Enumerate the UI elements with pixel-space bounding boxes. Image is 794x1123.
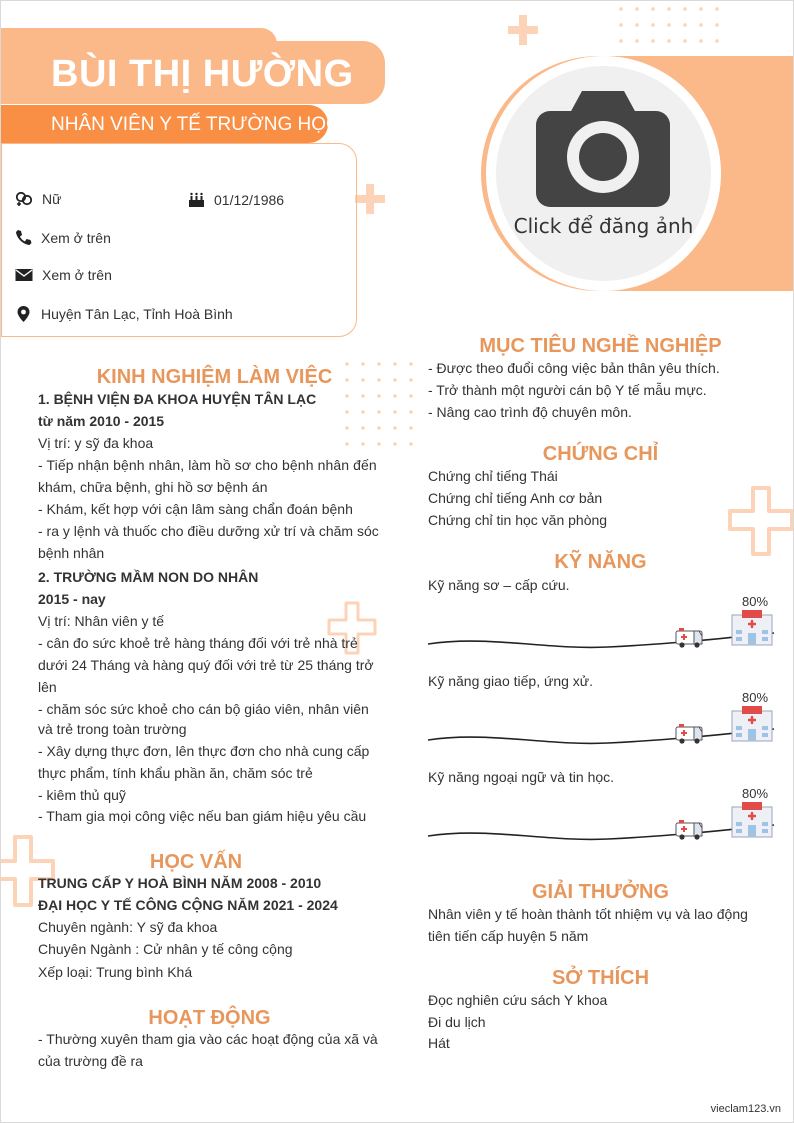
location-pin-icon <box>15 305 32 323</box>
award-line: Nhân viên y tế hoàn thành tốt nhiệm vụ và lao động <box>428 906 748 922</box>
certificate-line: Chứng chỉ tin học văn phòng <box>428 512 608 528</box>
experience-line: lên <box>38 679 57 695</box>
skill-item <box>428 673 778 763</box>
hobby-line: Đi du lịch <box>428 1014 486 1030</box>
skills-heading: KỸ NĂNG <box>554 551 647 573</box>
skill-progress-track <box>428 691 778 766</box>
activities-line: - Thường xuyên tham gia vào các hoạt động của xã và <box>38 1031 378 1047</box>
experience-line: Vị trí: Nhân viên y tế <box>38 613 165 629</box>
education-line: Chuyên ngành: Y sỹ đa khoa <box>38 919 218 935</box>
camera-icon <box>536 91 670 207</box>
experience-line: - Xây dựng thực đơn, lên thực đơn cho nhà cung cấp <box>38 743 370 759</box>
experience-line: - Khám, kết hợp với cận lâm sàng chẩn đoán bệnh <box>38 501 353 517</box>
skill-label: Kỹ năng giao tiếp, ứng xử. <box>428 673 594 689</box>
plus-decoration-icon <box>506 13 540 47</box>
hospital-icon <box>732 706 772 741</box>
skill-label: Kỹ năng ngoại ngữ và tin học. <box>428 769 615 785</box>
skill-progress-track <box>428 595 778 670</box>
experience-line: bệnh nhân <box>38 545 105 561</box>
experience-line: 2. TRƯỜNG MẦM NON DO NHÂN <box>38 569 259 585</box>
hospital-icon <box>732 802 772 837</box>
skill-road-line <box>428 729 774 743</box>
ambulance-icon <box>676 628 702 648</box>
experience-line: 2015 - nay <box>38 591 106 607</box>
job-title: NHÂN VIÊN Y TẾ TRƯỜNG HỌC <box>51 114 340 135</box>
experience-line: - ra y lệnh và thuốc cho điều dưỡng xử trí và chăm sóc <box>38 523 379 539</box>
birthday-value: 01/12/1986 <box>214 191 285 208</box>
experience-line: - Tiếp nhận bệnh nhân, làm hồ sơ cho bệnh nhân đến <box>38 457 377 473</box>
phone-icon <box>15 229 32 246</box>
candidate-name: BÙI THỊ HƯỜNG <box>51 53 354 95</box>
certificates-heading: CHỨNG CHỈ <box>542 443 659 465</box>
certificate-line: Chứng chỉ tiếng Anh cơ bản <box>428 490 603 506</box>
experience-line: - chăm sóc sức khoẻ cho cán bộ giáo viên, nhân viên <box>38 701 369 717</box>
experience-line: - cân đo sức khoẻ trẻ hàng tháng đối với trẻ nhà trẻ <box>38 635 358 651</box>
skill-percent: 80% <box>742 594 769 609</box>
birthday-cake-icon <box>188 191 205 208</box>
education-line: Xếp loại: Trung bình Khá <box>38 964 193 980</box>
experience-line: - Tham gia mọi công việc nếu ban giám hiệu yêu cầu <box>38 808 367 824</box>
awards-heading: GIẢI THƯỞNG <box>532 881 669 903</box>
education-heading: HỌC VẤN <box>149 851 243 873</box>
experience-line: khám, chữa bệnh, ghi hồ sơ bệnh án <box>38 479 268 495</box>
ambulance-icon <box>676 820 702 840</box>
skill-progress-track <box>428 787 778 862</box>
email-row <box>15 267 112 283</box>
email-value: Xem ở trên <box>42 267 112 283</box>
activities-line: của trường đề ra <box>38 1053 143 1069</box>
skill-road-line <box>428 633 774 647</box>
education-line: TRUNG CẤP Y HOÀ BÌNH NĂM 2008 - 2010 <box>38 875 322 891</box>
footer-brand: vieclam123.vn <box>710 1103 781 1115</box>
objective-heading: MỤC TIÊU NGHỀ NGHIỆP <box>479 335 722 357</box>
mail-icon <box>15 268 33 282</box>
experience-line: từ năm 2010 - 2015 <box>38 413 165 429</box>
address-row <box>15 305 233 323</box>
plus-decoration-icon <box>353 182 387 216</box>
ambulance-icon <box>676 724 702 744</box>
experience-heading: KINH NGHIỆM LÀM VIỆC <box>96 366 333 388</box>
experience-line: Vị trí: y sỹ đa khoa <box>38 435 154 451</box>
skill-road-line <box>428 825 774 839</box>
birthday-row <box>188 191 284 208</box>
certificate-line: Chứng chỉ tiếng Thái <box>428 468 558 484</box>
hobbies-heading: SỞ THÍCH <box>551 967 650 989</box>
experience-line: 1. BỆNH VIỆN ĐA KHOA HUYỆN TÂN LẠC <box>38 391 317 407</box>
experience-line: và trẻ trong toàn trường <box>38 721 187 737</box>
experience-line: thực phẩm, tính khẩu phần ăn, chăm sóc trẻ <box>38 765 313 781</box>
hobby-line: Đọc nghiên cứu sách Y khoa <box>428 992 608 1008</box>
skill-percent: 80% <box>742 690 769 705</box>
objective-line: - Được theo đuổi công việc bản thân yêu thích. <box>428 360 720 376</box>
experience-line: dưới 24 Tháng và hàng quý đối với trẻ từ 25 tháng trở <box>38 657 374 673</box>
hospital-icon <box>732 610 772 645</box>
phone-row <box>15 229 111 246</box>
experience-line: - kiêm thủ quỹ <box>38 787 126 803</box>
gender-row <box>15 191 61 207</box>
address-value: Huyện Tân Lạc, Tỉnh Hoà Bình <box>41 306 233 322</box>
objective-line: - Trở thành một người cán bộ Y tế mẫu mực. <box>428 382 707 398</box>
photo-upload[interactable] <box>496 66 711 281</box>
dots-decoration <box>613 1 725 49</box>
skill-percent: 80% <box>742 786 769 801</box>
phone-value: Xem ở trên <box>41 229 111 246</box>
hobby-line: Hát <box>428 1035 450 1051</box>
plus-decoration-icon <box>727 485 794 557</box>
education-line: ĐẠI HỌC Y TẾ CÔNG CỘNG NĂM 2021 - 2024 <box>38 897 338 913</box>
photo-upload-label: Click để đăng ảnh <box>513 214 694 238</box>
skill-item <box>428 577 778 667</box>
activities-heading: HOẠT ĐỘNG <box>148 1007 271 1029</box>
skill-label: Kỹ năng sơ – cấp cứu. <box>428 577 570 593</box>
skill-item <box>428 769 778 859</box>
objective-line: - Nâng cao trình độ chuyên môn. <box>428 404 632 420</box>
award-line: tiên tiến cấp huyện 5 năm <box>428 928 589 944</box>
gender-value: Nữ <box>42 191 62 207</box>
gender-icon <box>15 191 33 207</box>
education-line: Chuyên Ngành : Cử nhân y tế công cộng <box>38 941 293 957</box>
